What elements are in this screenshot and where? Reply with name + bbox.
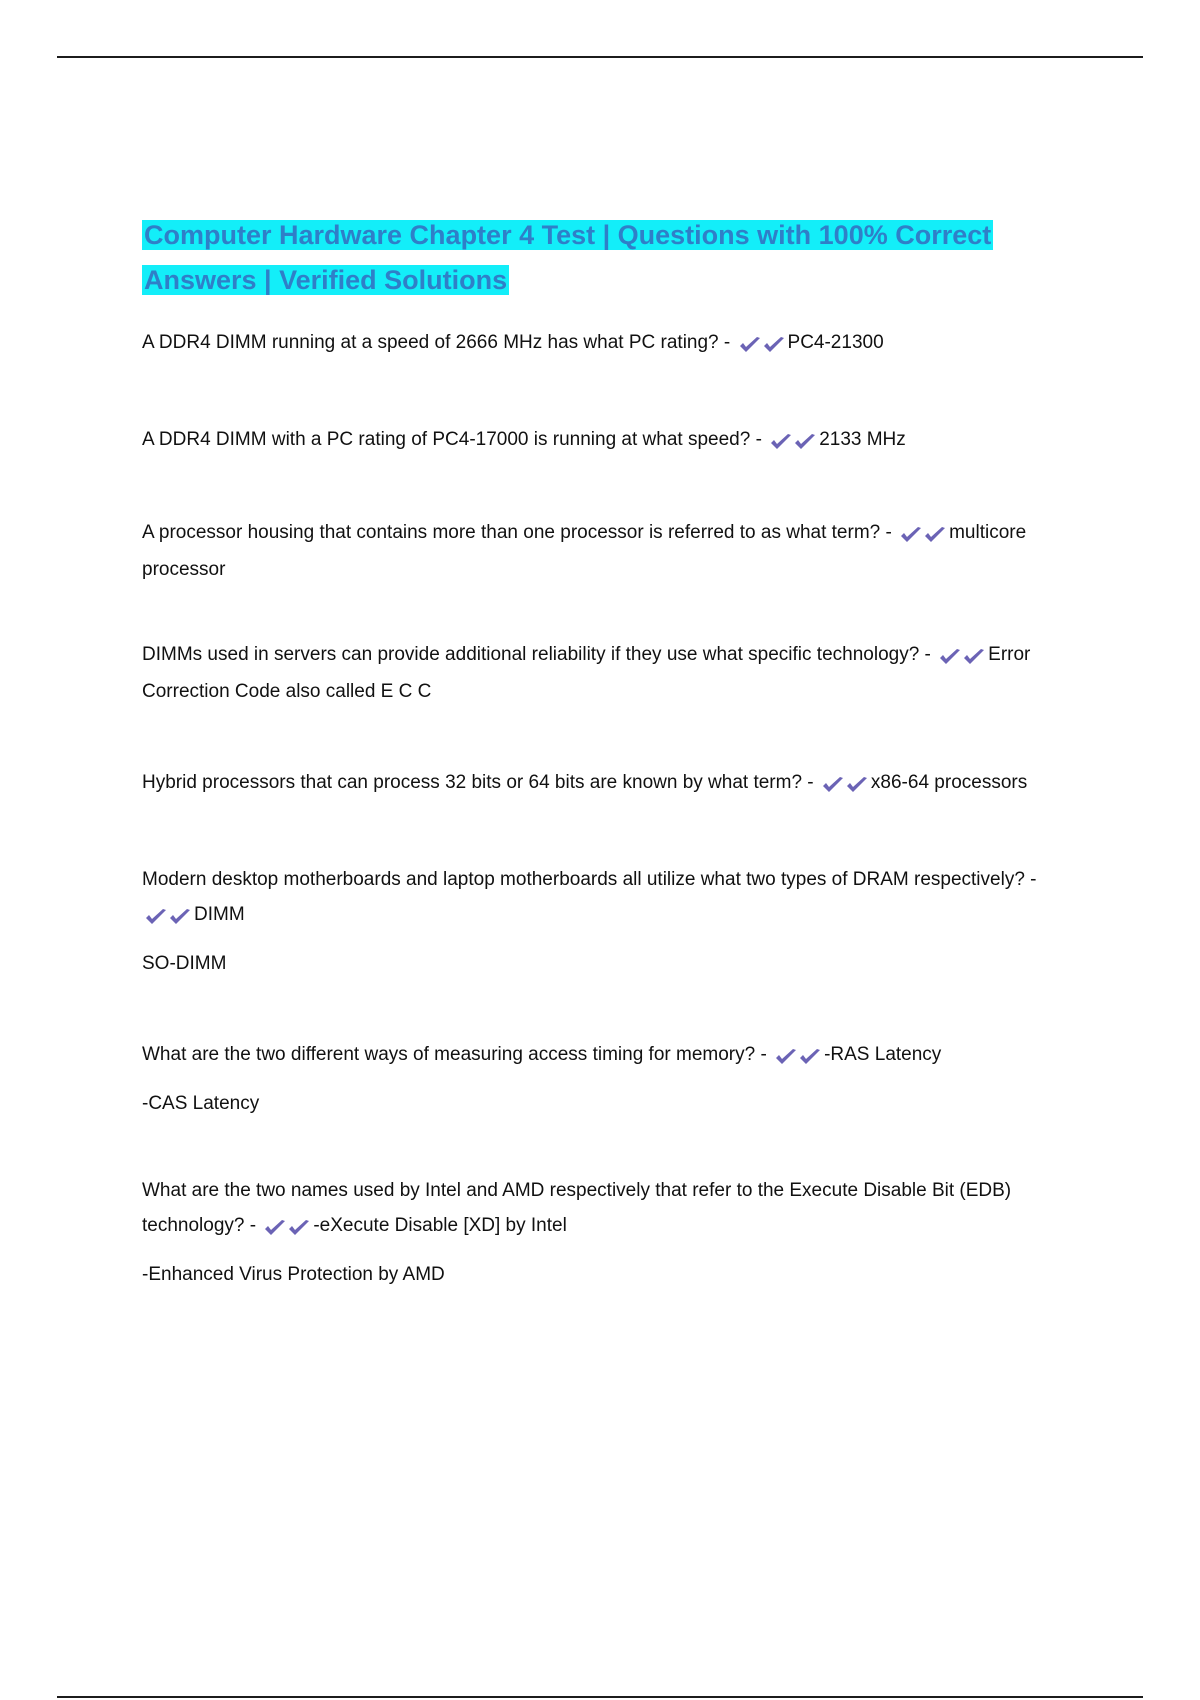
question-text: A DDR4 DIMM running at a speed of 2666 MHz has what PC rating? - — [142, 332, 731, 353]
footer-rule — [57, 1696, 1143, 1698]
check-mark-icon — [821, 775, 845, 795]
question-text: Hybrid processors that can process 32 bits or 64 bits are known by what term? - — [142, 772, 814, 793]
document-title-text: Computer Hardware Chapter 4 Test | Questions with 100% Correct Answers | Verified Solutions — [144, 220, 992, 295]
check-mark-icon — [962, 647, 986, 667]
answer-text: DIMM — [194, 904, 245, 925]
qa-line — [142, 765, 1072, 802]
verified-checks — [769, 424, 817, 459]
qa-list — [142, 325, 1072, 1292]
qa-line — [142, 515, 1072, 587]
question-text: What are the two different ways of measuring access timing for memory? - — [142, 1044, 767, 1065]
header-rule — [57, 56, 1143, 58]
verified-checks — [938, 639, 986, 674]
answer-text: -RAS Latency — [824, 1044, 942, 1065]
check-mark-icon — [923, 525, 947, 545]
qa-line — [142, 1173, 1072, 1245]
answer-text: -eXecute Disable [XD] by Intel — [313, 1215, 567, 1236]
check-mark-icon — [938, 647, 962, 667]
document-body — [142, 213, 1072, 1292]
check-mark-icon — [144, 907, 168, 927]
qa-line — [142, 862, 1072, 934]
question-text: What are the two names used by Intel and AMD respectively that refer to the Execute Disable Bit (EDB) technology? - — [142, 1180, 1012, 1236]
check-mark-icon — [762, 335, 786, 355]
check-mark-icon — [738, 335, 762, 355]
qa-item — [142, 637, 1072, 709]
check-mark-icon — [263, 1218, 287, 1238]
qa-item — [142, 1173, 1072, 1292]
qa-item — [142, 1037, 1072, 1121]
qa-line — [142, 325, 1072, 362]
qa-item — [142, 422, 1072, 459]
answer-continuation: -CAS Latency — [142, 1093, 260, 1114]
question-text: A DDR4 DIMM with a PC rating of PC4-17000 is running at what speed? - — [142, 429, 762, 450]
check-mark-icon — [769, 432, 793, 452]
check-mark-icon — [793, 432, 817, 452]
verified-checks — [263, 1210, 311, 1245]
answer-continuation: -Enhanced Virus Protection by AMD — [142, 1264, 445, 1285]
check-mark-icon — [168, 907, 192, 927]
answer-text: x86-64 processors — [870, 772, 1028, 793]
verified-checks — [774, 1039, 822, 1074]
answer-continuation: SO-DIMM — [142, 953, 227, 974]
qa-item — [142, 325, 1072, 362]
question-text: A processor housing that contains more than one processor is referred to as what term? - — [142, 522, 892, 543]
check-mark-icon — [899, 525, 923, 545]
question-text: Modern desktop motherboards and laptop motherboards all utilize what two types of DRAM respectively? - — [142, 869, 1037, 890]
qa-item — [142, 515, 1072, 587]
qa-line — [142, 637, 1072, 709]
answer-text: multicore processor — [142, 522, 1027, 580]
answer-text: 2133 MHz — [819, 429, 906, 450]
qa-line — [142, 422, 1072, 459]
check-mark-icon — [845, 775, 869, 795]
verified-checks — [821, 767, 869, 802]
verified-checks — [899, 517, 947, 552]
check-mark-icon — [287, 1218, 311, 1238]
question-text: DIMMs used in servers can provide additional reliability if they use what specific technology? - — [142, 644, 931, 665]
answer-text: PC4-21300 — [787, 332, 884, 353]
qa-item — [142, 862, 1072, 981]
qa-item — [142, 765, 1072, 802]
check-mark-icon — [798, 1047, 822, 1067]
document-title — [142, 213, 1072, 303]
verified-checks — [738, 327, 786, 362]
answer-text: Error Correction Code also called E C C — [142, 644, 1031, 702]
check-mark-icon — [774, 1047, 798, 1067]
verified-checks — [144, 899, 192, 934]
qa-line — [142, 1037, 1072, 1074]
